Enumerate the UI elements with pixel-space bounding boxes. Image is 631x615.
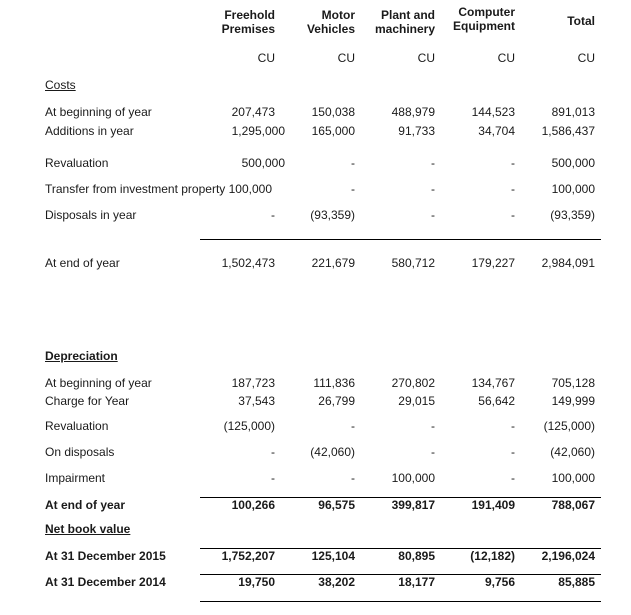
col-header-plant: [345, 8, 435, 36]
cell: 179,227: [471, 256, 515, 270]
cell: 580,712: [391, 256, 435, 270]
unit-label: CU: [257, 51, 275, 65]
cell: -: [351, 471, 355, 485]
row-label: At 31 December 2015: [45, 549, 166, 563]
cell: 705,128: [551, 376, 595, 390]
row-label: Revaluation: [45, 156, 109, 170]
col-header-freehold: [185, 8, 275, 36]
cell: 1,295,000: [231, 124, 285, 138]
row-label: At beginning of year: [45, 376, 152, 390]
row-label: At beginning of year: [45, 105, 152, 119]
net-book-value-heading: Net book value: [45, 522, 131, 536]
col-header-line2: Total: [567, 14, 595, 28]
cell: 134,767: [471, 376, 515, 390]
cell: -: [511, 182, 515, 196]
cell: 500,000: [241, 156, 285, 170]
col-header-line1: Motor: [321, 8, 355, 22]
cell: 891,013: [551, 105, 595, 119]
cell: -: [351, 182, 355, 196]
cell: 788,067: [551, 498, 595, 512]
row-label: Impairment: [45, 471, 106, 485]
cell: 100,000: [551, 182, 595, 196]
cell: (93,359): [550, 208, 595, 222]
cell: 29,015: [398, 394, 435, 408]
row-label: Transfer from investment property 100,000: [45, 182, 272, 196]
cell: 270,802: [391, 376, 435, 390]
cell: 187,723: [231, 376, 275, 390]
cell: -: [351, 156, 355, 170]
cell: -: [511, 208, 515, 222]
cell: 56,642: [478, 394, 515, 408]
cell: 488,979: [391, 105, 435, 119]
cell: 100,000: [551, 471, 595, 485]
cell: -: [511, 445, 515, 459]
row-label: Disposals in year: [45, 208, 137, 222]
cell: -: [511, 471, 515, 485]
cell: 85,885: [558, 575, 595, 589]
cell: 1,502,473: [221, 256, 275, 270]
cell: 125,104: [311, 549, 355, 563]
col-header-total: [505, 14, 595, 28]
row-label: At end of year: [45, 498, 126, 512]
cell: 165,000: [311, 124, 355, 138]
row-label: On disposals: [45, 445, 115, 459]
col-header-line1: Computer: [458, 5, 515, 19]
cell: 9,756: [484, 575, 515, 589]
col-header-line2: Vehicles: [306, 22, 355, 36]
cell: -: [431, 419, 435, 433]
col-header-motor: [265, 8, 355, 36]
cell: -: [511, 419, 515, 433]
cell: -: [431, 208, 435, 222]
cell: (125,000): [223, 419, 275, 433]
costs-heading: Costs: [45, 78, 76, 92]
col-header-line2: Premises: [221, 22, 275, 36]
cell: 149,999: [551, 394, 595, 408]
col-header-line1: Plant and: [380, 8, 435, 22]
cell: -: [431, 445, 435, 459]
cell: -: [351, 419, 355, 433]
cell: -: [271, 208, 275, 222]
cell: 144,523: [471, 105, 515, 119]
cell: -: [271, 445, 275, 459]
unit-label: CU: [417, 51, 435, 65]
cell: 19,750: [238, 575, 275, 589]
cell: -: [271, 471, 275, 485]
cell: 34,704: [478, 124, 515, 138]
cell: -: [431, 182, 435, 196]
divider-line: [200, 239, 601, 240]
row-label: At 31 December 2014: [45, 575, 166, 589]
cell: 150,038: [311, 105, 355, 119]
cell: 2,984,091: [541, 256, 595, 270]
cell: 500,000: [551, 156, 595, 170]
row-label: Charge for Year: [45, 394, 130, 408]
cell: 1,752,207: [221, 549, 275, 563]
cell: 1,586,437: [541, 124, 595, 138]
unit-label: CU: [577, 51, 595, 65]
cell: (42,060): [310, 445, 355, 459]
cell: 38,202: [318, 575, 355, 589]
cell: 111,836: [313, 376, 355, 390]
cell: 100,000: [391, 471, 435, 485]
cell: 191,409: [471, 498, 515, 512]
row-label: Revaluation: [45, 419, 109, 433]
cell: 96,575: [318, 498, 355, 512]
cell: 2,196,024: [541, 549, 595, 563]
row-label: Additions in year: [45, 124, 134, 138]
col-header-line1: Freehold: [224, 8, 275, 22]
cell: -: [431, 156, 435, 170]
cell: 18,177: [398, 575, 435, 589]
depreciation-heading: Depreciation: [45, 349, 118, 363]
cell: 91,733: [398, 124, 435, 138]
cell: 37,543: [238, 394, 275, 408]
cell: 80,895: [398, 549, 435, 563]
cell: -: [511, 156, 515, 170]
cell: (93,359): [310, 208, 355, 222]
unit-label: CU: [497, 51, 515, 65]
cell: 399,817: [391, 498, 435, 512]
cell: (42,060): [550, 445, 595, 459]
col-header-computer: [425, 5, 515, 33]
divider-line: [200, 601, 601, 602]
cell: 100,266: [231, 498, 275, 512]
col-header-line2: machinery: [374, 22, 435, 36]
cell: 26,799: [318, 394, 355, 408]
cell: 221,679: [311, 256, 355, 270]
cell: (125,000): [543, 419, 595, 433]
cell: 207,473: [231, 105, 275, 119]
row-label: At end of year: [45, 256, 120, 270]
unit-label: CU: [337, 51, 355, 65]
cell: (12,182): [470, 549, 515, 563]
col-header-line2: Equipment: [453, 19, 515, 33]
